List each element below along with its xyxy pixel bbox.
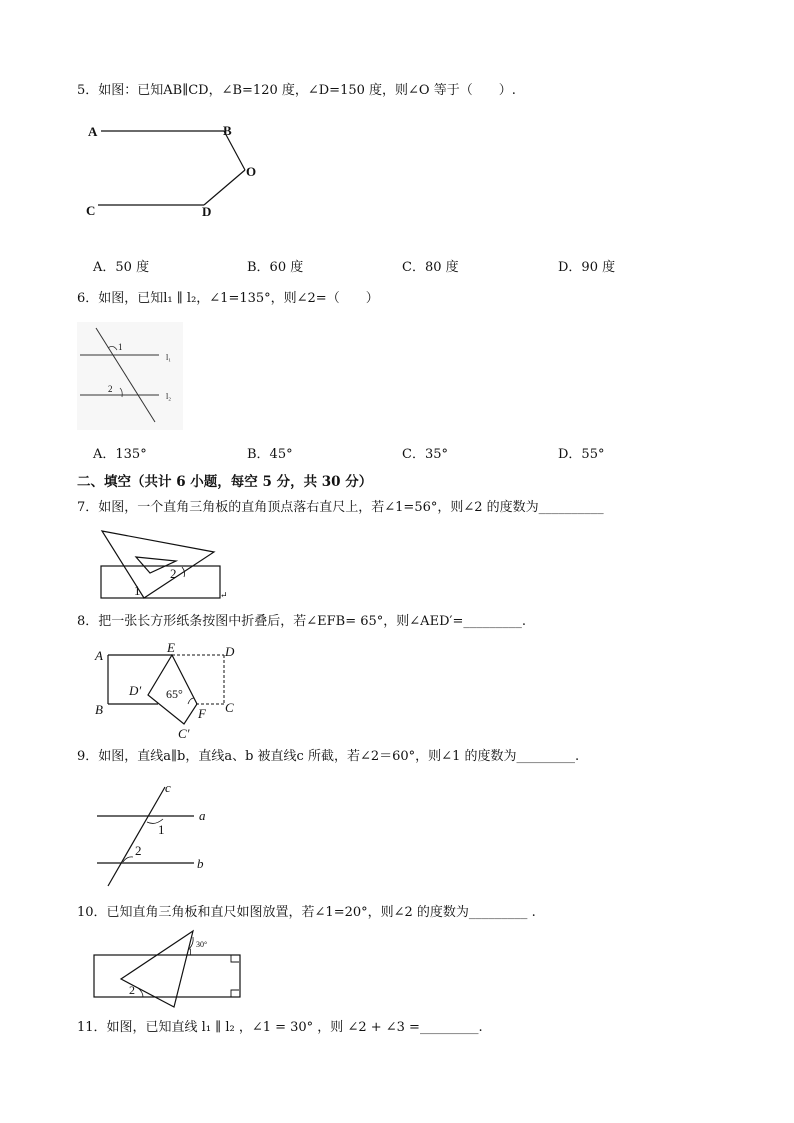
q9-label-c: c: [165, 780, 171, 795]
q8-angle-65: 65°: [166, 687, 183, 701]
q9-text: 9．如图，直线a∥b，直线a、b 被直线c 所截，若∠2＝60°，则∠1 的度数为_________.: [77, 749, 580, 764]
q8-text: 8．把一张长方形纸条按图中折叠后，若∠EFB= 65°，则∠AED′=_________.: [77, 614, 526, 629]
q6-option-a[interactable]: A．135°: [93, 447, 147, 462]
q5-text: 5．如图：已知AB∥CD，∠B=120 度，∠D=150 度，则∠O 等于（ ）.: [77, 83, 516, 98]
q10-angle-30: 30°: [196, 940, 208, 949]
q9-label-a: a: [199, 808, 206, 823]
q5-label-c: C: [86, 203, 96, 218]
q7-text: 7．如图，一个直角三角板的直角顶点落右直尺上，若∠1=56°，则∠2 的度数为__________: [77, 500, 604, 515]
q5-label-o: O: [246, 164, 257, 179]
q8-label-f: F: [198, 706, 206, 721]
q5-figure: [80, 118, 270, 223]
q9-angle-1: 1: [158, 822, 165, 837]
q6-angle-2: 2: [108, 384, 113, 394]
q5-label-d: D: [202, 204, 212, 219]
q7-return-mark: ↵: [220, 590, 228, 600]
q6-line-l1: l₁: [166, 353, 172, 362]
q5-option-b[interactable]: B．60 度: [247, 260, 304, 275]
q6-option-d[interactable]: D．55°: [558, 447, 605, 462]
q8-label-c: C: [225, 700, 234, 715]
q8-label-b: B: [95, 702, 103, 717]
q5-label-b: B: [223, 123, 232, 138]
q8-label-dprime: D′: [129, 683, 142, 698]
q9-angle-2: 2: [135, 843, 142, 858]
q6-angle-1: 1: [118, 342, 123, 352]
q8-figure: [92, 642, 242, 742]
q7-angle-2: 2: [170, 566, 177, 581]
q10-angle-2: 2: [129, 983, 135, 997]
q8-label-a: A: [95, 648, 103, 663]
q5-label-a: A: [88, 124, 98, 139]
q7-angle-1: 1: [134, 583, 141, 598]
q11-text: 11．如图，已知直线 l₁ ∥ l₂ ，∠1 = 30° ，则 ∠2 + ∠3 =_________.: [77, 1020, 483, 1035]
q5-option-a[interactable]: A．50 度: [93, 260, 150, 275]
q5-option-c[interactable]: C．80 度: [402, 260, 459, 275]
q6-line-l2: l₂: [166, 392, 172, 401]
q10-text: 10．已知直角三角板和直尺如图放置，若∠1=20°，则∠2 的度数为_________ .: [77, 905, 536, 920]
q8-label-cprime: C′: [178, 726, 190, 741]
q10-figure: [93, 928, 243, 1010]
section-2-title: 二、填空（共计 6 小题，每空 5 分，共 30 分）: [77, 474, 373, 490]
q6-text: 6．如图，已知l₁ ∥ l₂，∠1=135°，则∠2=（ ）: [77, 291, 379, 306]
q6-option-b[interactable]: B．45°: [247, 447, 293, 462]
q5-option-d[interactable]: D．90 度: [558, 260, 616, 275]
q7-figure: [100, 528, 235, 600]
q6-figure: [77, 322, 183, 430]
q6-option-c[interactable]: C．35°: [402, 447, 448, 462]
q9-figure: [95, 780, 215, 890]
q8-label-d: D: [225, 644, 235, 659]
q10-angle-1: 1: [188, 947, 193, 957]
q8-label-e: E: [167, 640, 175, 655]
q9-label-b: b: [197, 856, 204, 871]
